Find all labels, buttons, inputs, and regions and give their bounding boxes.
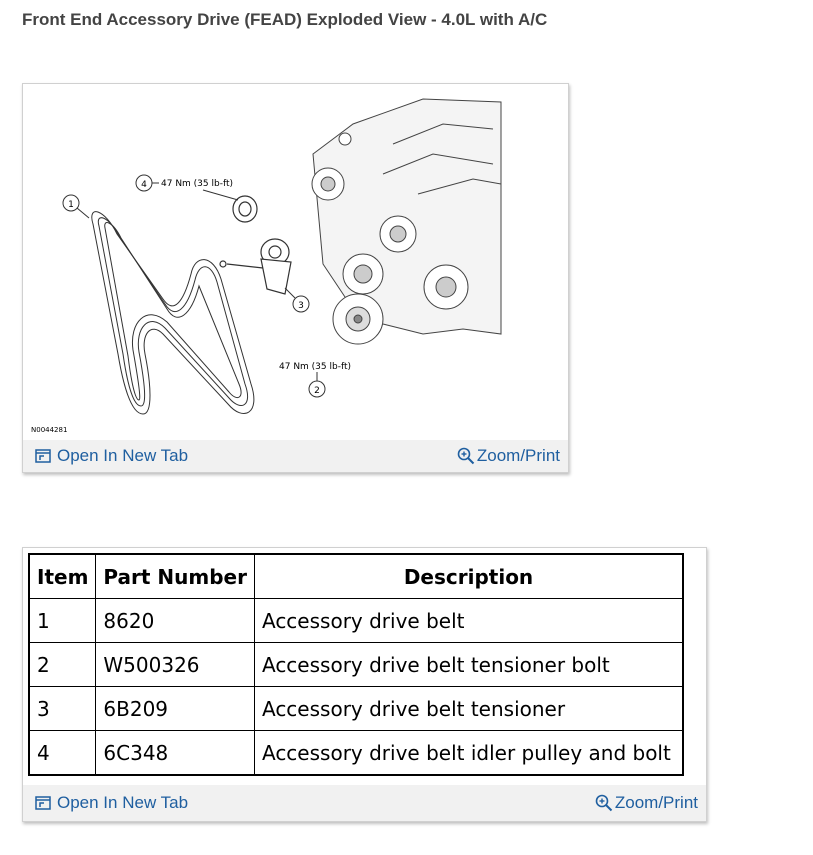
engine-drawing [312, 99, 501, 344]
cell-part-number: W500326 [96, 643, 255, 687]
fead-exploded-diagram[interactable] [23, 84, 568, 439]
svg-text:47 Nm (35 lb-ft): 47 Nm (35 lb-ft) [161, 179, 234, 189]
figure-zoom-print-label: Zoom/Print [476, 446, 560, 465]
tensioner-drawing [220, 239, 291, 294]
open-in-new-tab-icon [35, 796, 51, 810]
callout-2 [279, 362, 351, 397]
cell-description: Accessory drive belt tensioner bolt [254, 643, 683, 687]
cell-description: Accessory drive belt tensioner [254, 687, 683, 731]
callout-1 [63, 195, 89, 218]
parts-table [28, 553, 684, 776]
figure-open-new-tab-label: Open In New Tab [57, 446, 189, 465]
open-in-new-tab-icon [35, 449, 51, 463]
cell-part-number: 6C348 [96, 731, 255, 776]
table-zoom-print-label: Zoom/Print [614, 793, 698, 812]
header-item: Item [29, 554, 96, 599]
table-row [29, 599, 683, 643]
table-row [29, 731, 683, 776]
cell-description: Accessory drive belt idler pulley and bolt [254, 731, 683, 776]
figure-card [22, 83, 569, 473]
svg-text:4: 4 [141, 180, 147, 190]
table-link-bar [23, 785, 706, 821]
callout-3 [285, 288, 309, 312]
cell-part-number: 8620 [96, 599, 255, 643]
svg-text:47 Nm (35 lb-ft): 47 Nm (35 lb-ft) [279, 362, 352, 372]
svg-text:3: 3 [298, 301, 304, 311]
table-zoom-print-link[interactable] [595, 793, 698, 813]
table-row [29, 687, 683, 731]
svg-text:1: 1 [68, 200, 74, 210]
cell-part-number: 6B209 [96, 687, 255, 731]
header-description: Description [254, 554, 683, 599]
parts-table-card [22, 547, 707, 822]
figure-code: N0044281 [31, 426, 68, 434]
callout-4 [136, 175, 238, 200]
magnifier-plus-icon [595, 794, 613, 812]
svg-text:2: 2 [314, 386, 320, 396]
magnifier-plus-icon [457, 447, 475, 465]
table-open-new-tab-link[interactable] [35, 793, 188, 813]
cell-item: 3 [29, 687, 96, 731]
cell-description: Accessory drive belt [254, 599, 683, 643]
table-row [29, 643, 683, 687]
header-part-number: Part Number [96, 554, 255, 599]
cell-item: 4 [29, 731, 96, 776]
page-title: Front End Accessory Drive (FEAD) Exploded View - 4.0L with A/C [22, 10, 548, 29]
figure-link-bar [23, 440, 568, 472]
figure-open-new-tab-link[interactable] [35, 446, 188, 466]
cell-item: 1 [29, 599, 96, 643]
accessory-drive-belt-drawing [92, 212, 254, 414]
table-header-row [29, 554, 683, 599]
cell-item: 2 [29, 643, 96, 687]
table-open-new-tab-label: Open In New Tab [57, 793, 189, 812]
figure-zoom-print-link[interactable] [457, 446, 560, 466]
